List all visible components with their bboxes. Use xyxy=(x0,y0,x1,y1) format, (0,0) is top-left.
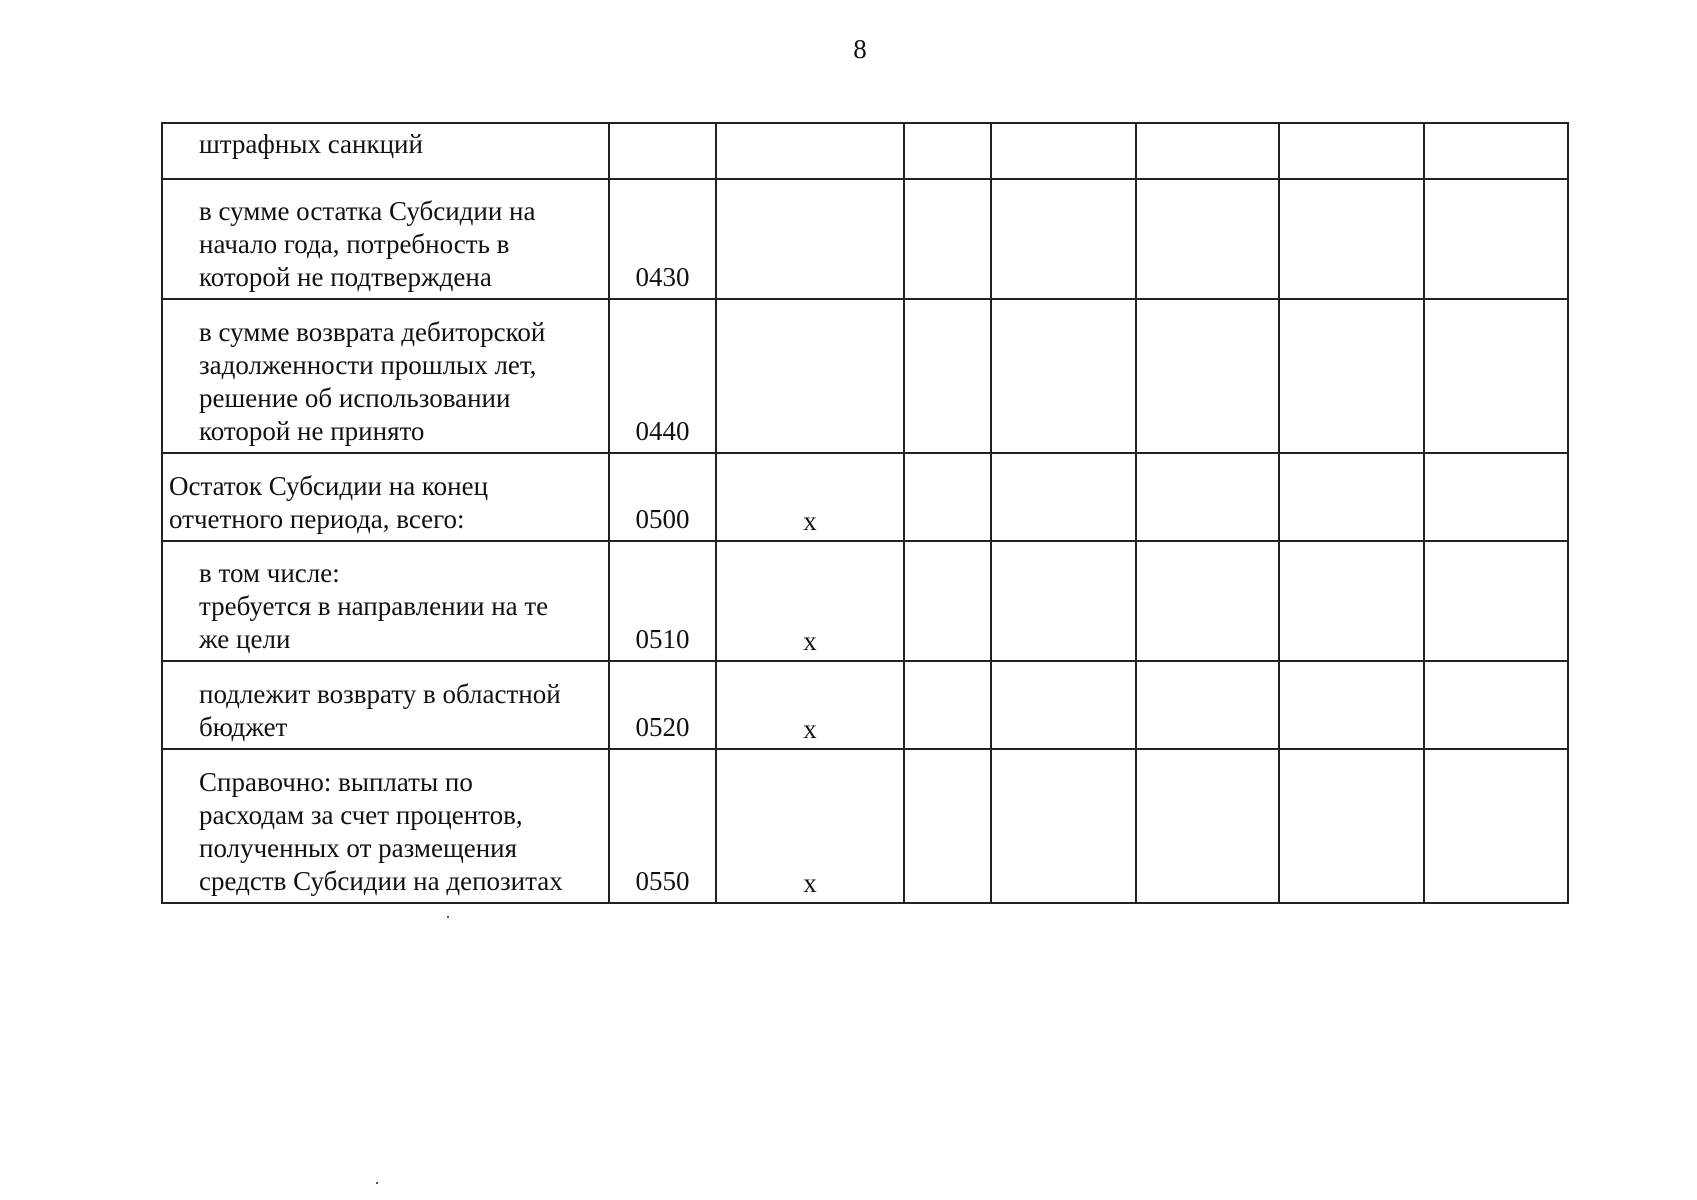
row-description: Справочно: выплаты по расходам за счет процентов, полученных от размещения средств Субсидии на депозитах xyxy=(162,749,609,903)
empty-cell xyxy=(991,541,1136,661)
row-mark: x xyxy=(716,453,904,541)
row-mark: x xyxy=(716,749,904,903)
row-description: в сумме возврата дебиторской задолженности прошлых лет, решение об использовании которой не принято xyxy=(162,299,609,453)
empty-cell xyxy=(904,661,991,749)
empty-cell xyxy=(904,541,991,661)
empty-cell xyxy=(1136,541,1279,661)
empty-cell xyxy=(1424,299,1568,453)
empty-cell xyxy=(1136,453,1279,541)
empty-cell xyxy=(1136,123,1279,179)
row-mark: x xyxy=(716,541,904,661)
empty-cell xyxy=(991,749,1136,903)
empty-cell xyxy=(1136,749,1279,903)
row-code: 0500 xyxy=(609,453,716,541)
scan-speck xyxy=(376,1182,378,1184)
empty-cell xyxy=(991,661,1136,749)
empty-cell xyxy=(904,749,991,903)
row-code: 0520 xyxy=(609,661,716,749)
empty-cell xyxy=(1424,453,1568,541)
empty-cell xyxy=(1279,749,1424,903)
empty-cell xyxy=(904,299,991,453)
scan-speck xyxy=(447,916,449,918)
table-row xyxy=(162,661,1568,749)
empty-cell xyxy=(1136,179,1279,299)
empty-cell xyxy=(1279,123,1424,179)
empty-cell xyxy=(1279,541,1424,661)
empty-cell xyxy=(991,179,1136,299)
table-row xyxy=(162,749,1568,903)
row-description: подлежит возврату в областной бюджет xyxy=(162,661,609,749)
empty-cell xyxy=(1279,453,1424,541)
row-mark xyxy=(716,179,904,299)
row-code: 0430 xyxy=(609,179,716,299)
page-number: 8 xyxy=(853,34,867,64)
empty-cell xyxy=(1279,661,1424,749)
empty-cell xyxy=(904,123,991,179)
row-description: в том числе: требуется в направлении на те же цели xyxy=(162,541,609,661)
empty-cell xyxy=(1424,661,1568,749)
empty-cell xyxy=(904,453,991,541)
row-mark xyxy=(716,123,904,179)
row-code xyxy=(609,123,716,179)
empty-cell xyxy=(1279,179,1424,299)
empty-cell xyxy=(1136,661,1279,749)
table-row xyxy=(162,453,1568,541)
empty-cell xyxy=(991,299,1136,453)
empty-cell xyxy=(1424,179,1568,299)
table-row xyxy=(162,123,1568,179)
row-code: 0550 xyxy=(609,749,716,903)
row-code: 0510 xyxy=(609,541,716,661)
empty-cell xyxy=(1424,541,1568,661)
empty-cell xyxy=(1424,749,1568,903)
empty-cell xyxy=(904,179,991,299)
row-description: штрафных санкций xyxy=(162,123,609,179)
empty-cell xyxy=(1279,299,1424,453)
row-code: 0440 xyxy=(609,299,716,453)
row-description: Остаток Субсидии на конец отчетного периода, всего: xyxy=(162,453,609,541)
row-mark xyxy=(716,299,904,453)
empty-cell xyxy=(1136,299,1279,453)
row-description: в сумме остатка Субсидии на начало года, потребность в которой не подтверждена xyxy=(162,179,609,299)
empty-cell xyxy=(991,123,1136,179)
subsidy-report-table xyxy=(161,122,1569,904)
table-row xyxy=(162,299,1568,453)
table-row xyxy=(162,541,1568,661)
empty-cell xyxy=(1424,123,1568,179)
empty-cell xyxy=(991,453,1136,541)
row-mark: x xyxy=(716,661,904,749)
table-row xyxy=(162,179,1568,299)
